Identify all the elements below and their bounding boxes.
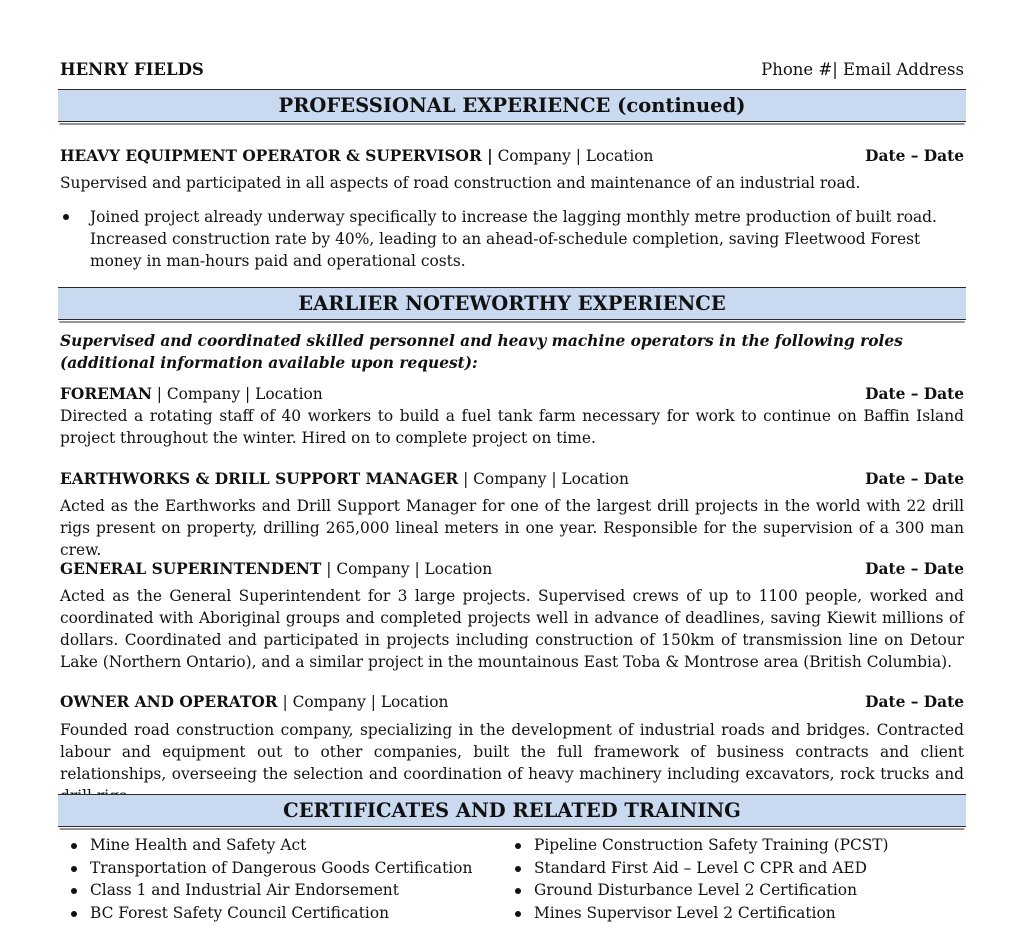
role-description-owner-operator: Founded road construction company, specializing in the development of industrial roads and bridges. Contracted labour and equipment out to other companies, built the full framework of business contracts and client relationships, overseeing the selection and coordination of heavy machinery including excavators, rock trucks and: [60, 721, 964, 783]
role-company-location: | Company | Location: [277, 693, 449, 711]
certificate-item: Standard First Aid – Level C CPR and AED: [504, 857, 924, 880]
job-company-location: Company | Location: [492, 147, 654, 165]
role-company-location: | Company | Location: [151, 385, 323, 403]
job-header-heavy-equipment: [60, 145, 964, 167]
role-description-foreman: Directed a rotating staff of 40 workers to build a fuel tank farm necessary for work to continue on Baffin Island project throughout the winter. Hired on to complete project on time.: [60, 407, 964, 447]
role-date: Date – Date: [865, 693, 964, 711]
certificate-item: Class 1 and Industrial Air Endorsement: [60, 879, 480, 902]
role-date: Date – Date: [865, 560, 964, 578]
role-company-location: | Company | Location: [321, 560, 493, 578]
role-header-foreman: [60, 383, 964, 405]
role-header-general-superintendent: [60, 558, 964, 580]
job-bullet-text: Joined project already underway specifically to increase the lagging monthly metre production of built road. Increased construction rate by 40%, leading to an ahead-of-schedule completion, saving Fleetwood Forest money in man-hours paid and operational costs.: [90, 208, 937, 270]
role-date: Date – Date: [865, 470, 964, 488]
certificate-item: Transportation of Dangerous Goods Certification: [60, 857, 480, 880]
certificate-item: Pipeline Construction Safety Training (PCST): [504, 834, 924, 857]
role-title: FOREMAN: [60, 385, 152, 403]
section-title-certificates: CERTIFICATES AND RELATED TRAINING: [58, 794, 966, 827]
role-description-earthworks: Acted as the Earthworks and Drill Support Manager for one of the largest drill projects in the world with 22 drill rigs present on property, drilling 265,000 lineal meters in one year. Responsible for the supervision of a 300 man crew.: [60, 497, 964, 559]
certificate-item: Ground Disturbance Level 2 Certification: [504, 879, 924, 902]
role-header-earthworks: [60, 468, 964, 490]
certificates-left-list: [60, 834, 480, 925]
role-header-owner-operator: [60, 691, 964, 713]
job-bullet: [60, 206, 964, 272]
candidate-name: HENRY FIELDS: [60, 60, 204, 79]
earlier-intro: Supervised and coordinated skilled personnel and heavy machine operators in the following roles (additional information available upon request):: [60, 332, 903, 372]
role-description-general-superintendent: Acted as the General Superintendent for 3 large projects. Supervised crews of up to 1100 people, worked and coordinated with Aboriginal groups and completed projects well in advance of deadlines, saving Kiewit millions of dollars. Coordinated and participated in projects including construction of 150km of transmission line on Detour Lake (Northern Ontario), and a similar project in the mountainous East Toba & Montrose area (British Columbia).: [60, 587, 964, 671]
certificate-item: Mines Supervisor Level 2 Certification: [504, 902, 924, 925]
certificate-item: BC Forest Safety Council Certification: [60, 902, 480, 925]
role-title: EARTHWORKS & DRILL SUPPORT MANAGER: [60, 470, 459, 488]
section-title-earlier-experience: EARLIER NOTEWORTHY EXPERIENCE: [58, 287, 966, 320]
certificate-item: Mine Health and Safety Act: [60, 834, 480, 857]
role-title: GENERAL SUPERINTENDENT: [60, 560, 322, 578]
job-date: Date – Date: [865, 147, 964, 165]
bullet-icon: [60, 206, 90, 272]
role-company-location: | Company | Location: [458, 470, 629, 488]
resume-header: [60, 60, 964, 82]
contact-info: Phone #| Email Address: [761, 60, 964, 79]
certificates-right-list: [504, 834, 924, 925]
section-title-professional-experience: PROFESSIONAL EXPERIENCE (continued): [58, 89, 966, 122]
job-title: HEAVY EQUIPMENT OPERATOR & SUPERVISOR |: [60, 147, 493, 165]
role-date: Date – Date: [865, 385, 964, 403]
role-title: OWNER AND OPERATOR: [60, 693, 278, 711]
job-summary: Supervised and participated in all aspects of road construction and maintenance of an industrial road.: [60, 174, 861, 192]
